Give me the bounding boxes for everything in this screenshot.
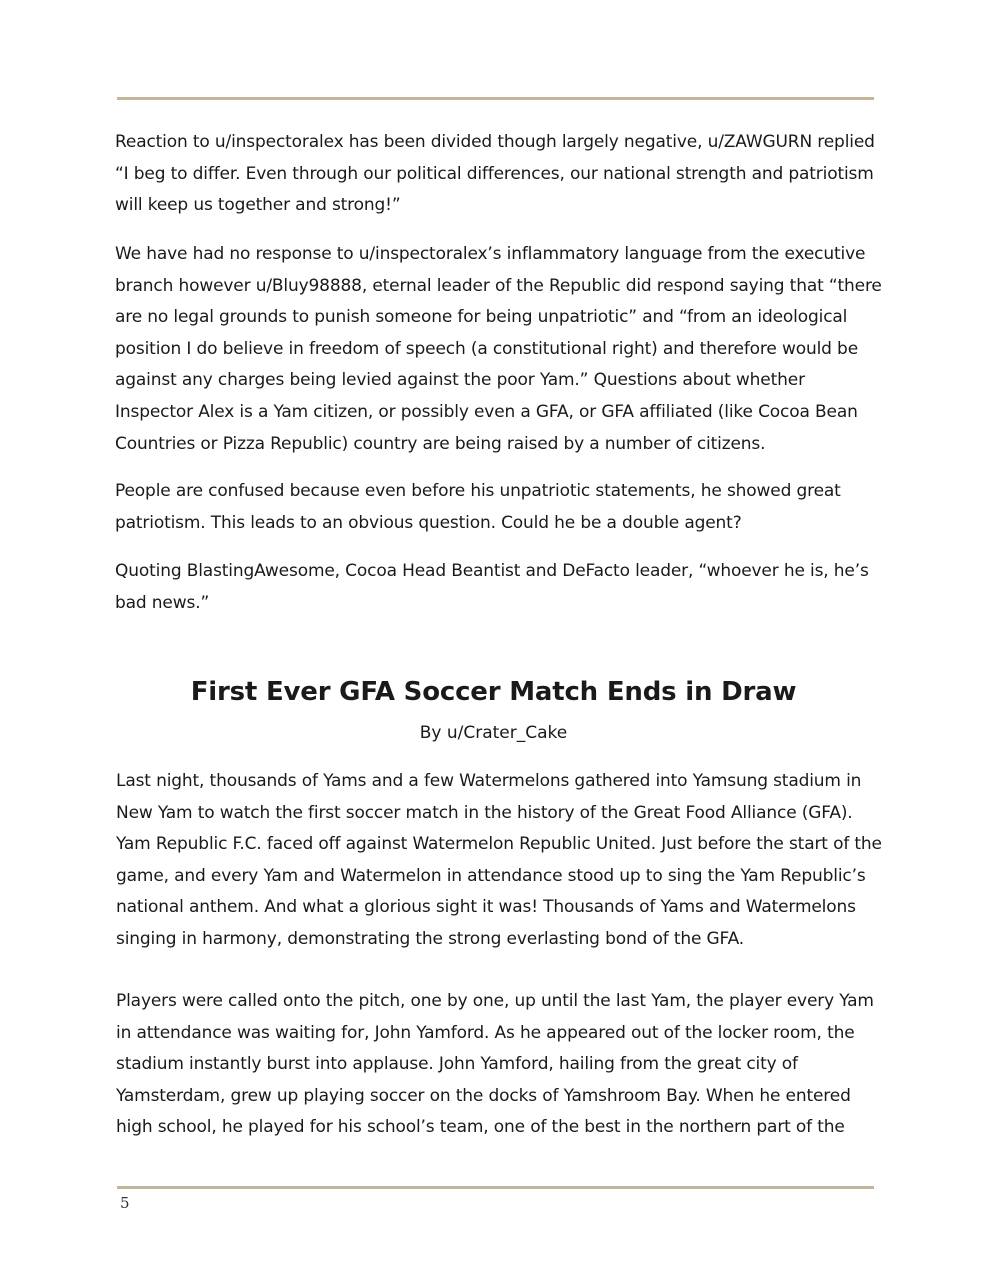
article-paragraph: Quoting BlastingAwesome, Cocoa Head Beantist and DeFacto leader, “whoever he is, he’s bad news.”: [115, 561, 869, 613]
article-paragraph: We have had no response to u/inspectoralex’s inflammatory language from the executive branch however u/Bluy98888, eternal leader of the Republic did respond saying that “there are no legal grounds to punish someone for being unpatriotic” and “from an ideological position I do believe in freedom of speech (a constitutional right) and therefore would be against any charges being levied against the poor Yam.” Questions about whether Inspector Alex is a Yam citizen, or possibly even a GFA, or GFA affiliated (like Cocoa Bean Countries or Pizza Republic) country are being raised by a number of citizens.: [115, 244, 882, 454]
article-paragraph: Players were called onto the pitch, one by one, up until the last Yam, the player every Yam in attendance was waiting for, John Yamford. As he appeared out of the locker room, the stadium instantly burst into applause. John Yamford, hailing from the great city of Yamsterdam, grew up playing soccer on the docks of Yamshroom Bay. When he entered high school, he played for his school’s team, one of the best in the northern part of the: [116, 991, 874, 1138]
article-paragraph: Last night, thousands of Yams and a few Watermelons gathered into Yamsung stadium in New Yam to watch the first soccer match in the history of the Great Food Alliance (GFA). Yam Republic F.C. faced off against Watermelon Republic United. Just before the start of the game, and every Yam and Watermelon in attendance stood up to sing the Yam Republic’s national anthem. And what a glorious sight it was! Thousands of Yams and Watermelons singing in harmony, demonstrating the strong everlasting bond of the GFA.: [116, 771, 882, 949]
article-byline: By u/Crater_Cake: [419, 723, 568, 743]
page-number: 5: [120, 1194, 130, 1212]
footer-rule: [117, 1186, 874, 1189]
article-paragraph: Reaction to u/inspectoralex has been divided though largely negative, u/ZAWGURN replied “I beg to differ. Even through our political differences, our national strength and patriotism will keep us together and strong!”: [115, 132, 875, 216]
article-headline: First Ever GFA Soccer Match Ends in Draw: [190, 677, 797, 707]
header-rule: [117, 97, 874, 100]
article-paragraph: People are confused because even before his unpatriotic statements, he showed great patriotism. This leads to an obvious question. Could he be a double agent?: [115, 481, 841, 533]
